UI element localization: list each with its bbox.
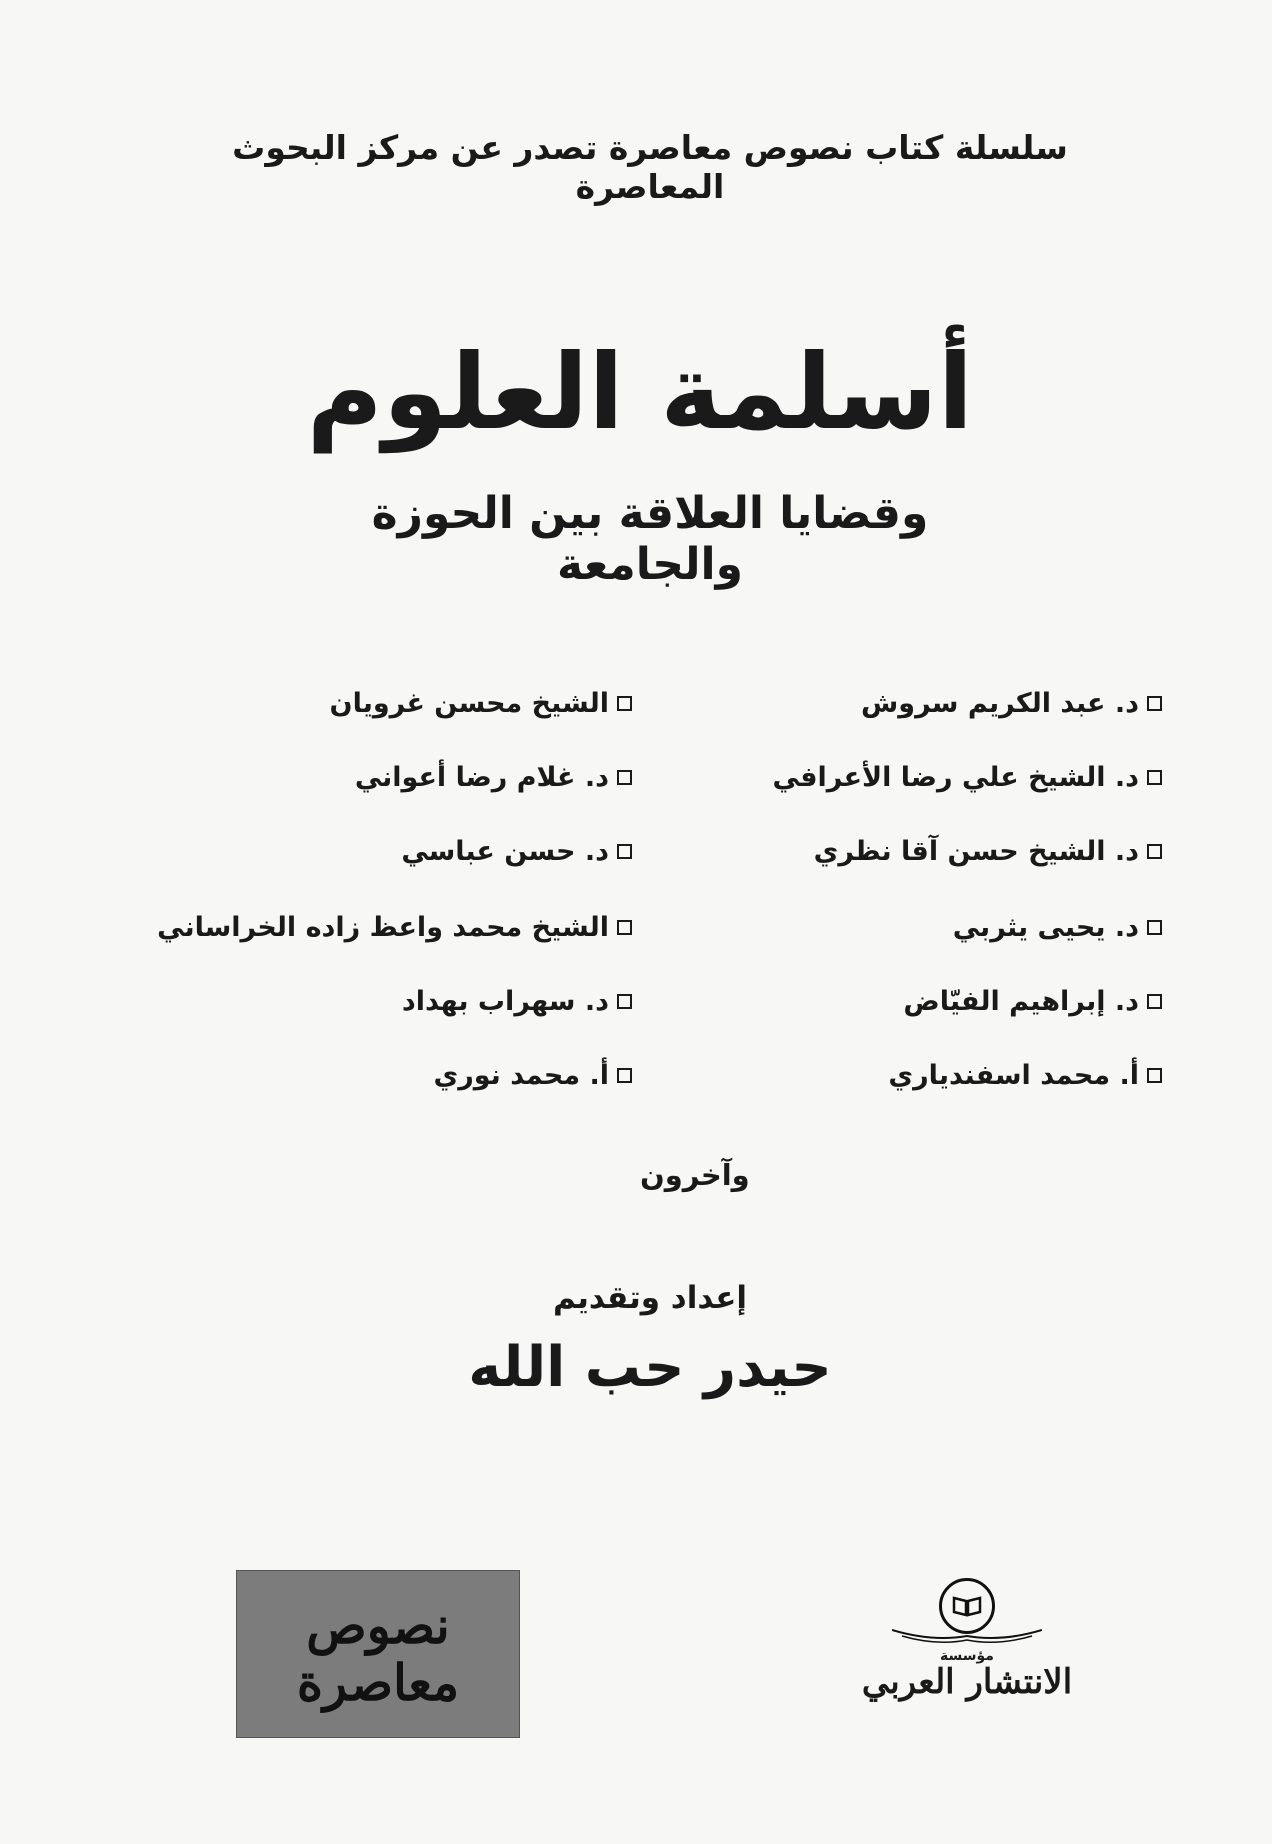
author-right-3: د. الشيخ حسن آقا نظري bbox=[814, 836, 1162, 867]
checkbox-icon bbox=[1147, 844, 1162, 859]
checkbox-icon bbox=[617, 1068, 632, 1083]
author-right-6: أ. محمد اسفندياري bbox=[888, 1060, 1162, 1091]
editor-name: حيدر حب الله bbox=[468, 1335, 832, 1400]
author-right-2: د. الشيخ علي رضا الأعرافي bbox=[773, 762, 1162, 793]
checkbox-icon bbox=[617, 844, 632, 859]
checkbox-icon bbox=[1147, 1068, 1162, 1083]
others-label: وآخرون bbox=[640, 1158, 750, 1192]
author-left-3: د. حسن عباسي bbox=[401, 836, 632, 867]
author-left-4: الشيخ محمد واعظ زاده الخراساني bbox=[157, 912, 632, 943]
checkbox-icon bbox=[617, 920, 632, 935]
book-subtitle: وقضايا العلاقة بين الحوزة والجامعة bbox=[371, 488, 929, 590]
checkbox-icon bbox=[1147, 920, 1162, 935]
checkbox-icon bbox=[1147, 770, 1162, 785]
checkbox-icon bbox=[617, 994, 632, 1009]
publisher-logo bbox=[852, 1578, 1082, 1738]
checkbox-icon bbox=[617, 770, 632, 785]
series-logo-line2: معاصرة bbox=[296, 1653, 460, 1712]
book-title: أسلمة العلوم bbox=[306, 331, 974, 453]
prepared-by-label: إعداد وتقديم bbox=[552, 1280, 748, 1316]
author-right-4: د. يحيى يثربي bbox=[953, 912, 1162, 943]
checkbox-icon bbox=[1147, 696, 1162, 711]
series-logo-line1: نصوص bbox=[306, 1595, 450, 1655]
checkbox-icon bbox=[1147, 994, 1162, 1009]
checkbox-icon bbox=[617, 696, 632, 711]
author-left-2: د. غلام رضا أعواني bbox=[355, 762, 632, 793]
author-left-5: د. سهراب بهداد bbox=[402, 986, 632, 1017]
author-left-6: أ. محمد نوري bbox=[433, 1060, 632, 1091]
series-logo bbox=[236, 1570, 520, 1738]
publisher-name: الانتشار العربي bbox=[861, 1662, 1073, 1702]
author-right-1: د. عبد الكريم سروش bbox=[861, 688, 1162, 719]
wings-icon bbox=[892, 1626, 1042, 1644]
series-line: سلسلة كتاب نصوص معاصرة تصدر عن مركز البحوث المعاصرة bbox=[232, 128, 1068, 206]
author-left-1: الشيخ محسن غرويان bbox=[330, 688, 632, 719]
publisher-prefix: مؤسسة bbox=[940, 1648, 994, 1664]
author-right-5: د. إبراهيم الفيّاض bbox=[903, 986, 1162, 1017]
